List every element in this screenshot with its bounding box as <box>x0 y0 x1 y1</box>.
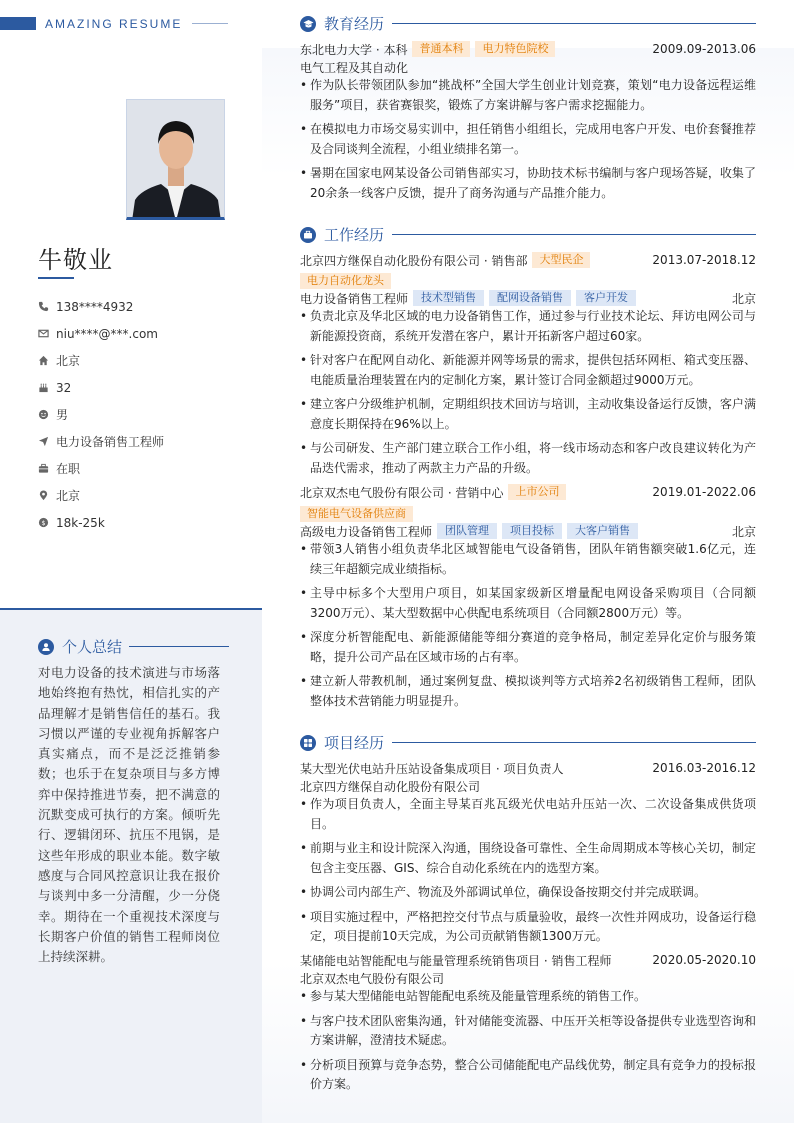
work-title: 工作经历 <box>324 226 385 244</box>
info-phone-text: 138****4932 <box>56 299 134 314</box>
summary-section <box>0 608 262 1123</box>
work-divider <box>392 234 756 235</box>
role-tag: 项目投标 <box>502 523 562 539</box>
education-major: 电气工程及其自动化 <box>300 60 409 75</box>
profile-photo <box>126 99 225 220</box>
info-age <box>38 374 248 401</box>
education-tag: 普通本科 <box>412 41 470 57</box>
project-org-row <box>300 777 756 795</box>
list-item: • 作为项目负责人，全面主导某百兆瓦级光伏电站升压站一次、二次设备集成供货项目。 <box>300 795 756 834</box>
summary-text: 对电力设备的技术演进与市场落地始终抱有热忱，相信扎实的产品理解才是销售信任的基石。我习惯以严谨的专业视角拆解客户真实痛点，而不是泛泛推销参数；也乐于在复杂项目与多方博弈中保持推进节奏，把不满意的沉默变成可执行的方案。倾听先行、逻辑闭环、抗压不甩锅，是这些年形成的职业本能。数字敏感度与合同风控意识让我在报价与谈判中多一分清醒，少一分侥幸。期待在一个重视技术深度与长期客户价值的销售工程师岗位上持续深耕。 <box>38 665 220 965</box>
info-gender <box>38 401 248 428</box>
role-tag: 配网设备销售 <box>489 290 571 306</box>
list-item: • 负责北京及华北区域的电力设备销售工作，通过参与行业技术论坛、拜访电网公司与新能源投资商，系统开发潜在客户，累计开拓新客户超过60家。 <box>300 307 756 346</box>
info-location <box>38 482 248 509</box>
info-status <box>38 455 248 482</box>
job-dates: 2019.01-2022.06 <box>652 485 756 499</box>
phone-icon <box>38 301 49 312</box>
job-company: 北京四方继保自动化股份有限公司 · 销售部 <box>300 253 528 268</box>
education-major-row <box>300 58 756 76</box>
list-item: • 在模拟电力市场交易实训中，担任销售小组组长，完成用电客户开发、电价套餐推荐及合同谈判全流程，小组业绩排名第一。 <box>300 120 756 159</box>
job-role-row <box>300 289 756 307</box>
info-age-text: 32 <box>56 380 72 395</box>
job-bullets <box>300 307 756 483</box>
projects-header <box>300 732 756 753</box>
gender-icon <box>38 409 49 420</box>
list-item: • 项目实施过程中，严格把控交付节点与质量验收，最终一次性并网成功，设备运行稳定，项目提前10天完成，为公司贡献销售额1300万元。 <box>300 908 756 947</box>
company-tag: 大型民企 <box>532 252 590 268</box>
job-company-row <box>300 483 756 501</box>
role-tag: 客户开发 <box>576 290 636 306</box>
list-item: • 前期与业主和设计院深入沟通，围绕设备可靠性、全生命周期成本等核心关切，制定包含主变压器、GIS、综合自动化系统在内的选型方案。 <box>300 839 756 878</box>
brand-bar <box>0 17 36 30</box>
list-item: • 协调公司内部生产、物流及外部调试单位，确保设备按期交付并完成联调。 <box>300 883 756 903</box>
salary-icon <box>38 517 49 528</box>
project-org: 北京双杰电气股份有限公司 <box>300 971 445 986</box>
job-city: 北京 <box>731 291 756 306</box>
company-tag: 电力自动化龙头 <box>300 273 391 289</box>
list-item: • 建立新人带教机制，通过案例复盘、模拟谈判等方式培养2名初级销售工程师，团队整体技术营销能力明显提升。 <box>300 672 756 711</box>
project-org-row <box>300 969 756 987</box>
project-name-row <box>300 951 756 969</box>
info-location-text: 北京 <box>56 489 81 503</box>
list-item: • 建立客户分级维护机制，定期组织技术回访与培训，主动收集设备运行反馈，客户满意度长期保持在96%以上。 <box>300 395 756 434</box>
summary-header <box>38 636 229 657</box>
list-item: • 针对客户在配网自动化、新能源并网等场景的需求，提供包括环网柜、箱式变压器、电能质量治理装置在内的定制化方案，累计签订合同金额超过9000万元。 <box>300 351 756 390</box>
role-tag: 团队管理 <box>437 523 497 539</box>
job-company-tag-row <box>300 272 756 290</box>
project-bullets <box>300 987 756 1100</box>
location-pin-icon <box>38 490 49 501</box>
job-role: 高级电力设备销售工程师 <box>300 524 433 539</box>
svg-text:$: $ <box>41 518 46 527</box>
mail-icon <box>38 328 49 339</box>
list-item: • 分析项目预算与竞争态势，整合公司储能配电产品线优势，制定具有竞争力的投标报价方案。 <box>300 1056 756 1095</box>
user-icon <box>38 639 54 655</box>
briefcase-icon <box>38 463 49 474</box>
brand-header <box>0 17 228 30</box>
job-company-tag-row <box>300 505 756 523</box>
education-school-row <box>300 40 756 58</box>
brand-divider <box>192 23 228 24</box>
job-dates: 2013.07-2018.12 <box>652 253 756 267</box>
job-role-row <box>300 522 756 540</box>
education-bullets <box>300 76 756 208</box>
summary-title: 个人总结 <box>62 638 123 656</box>
work-header <box>300 224 756 245</box>
projects-title: 项目经历 <box>324 734 385 752</box>
info-email <box>38 320 248 347</box>
project-bullets <box>300 795 756 952</box>
projects-divider <box>392 742 756 743</box>
list-item: • 暑期在国家电网某设备公司销售部实习，协助技术标书编制与客户现场答疑，收集了20余条一线客户反馈，提升了商务沟通与产品推介能力。 <box>300 164 756 203</box>
info-status-text: 在职 <box>56 462 81 476</box>
job-city: 北京 <box>731 524 756 539</box>
job-bullets <box>300 540 756 716</box>
education-tag: 电力特色院校 <box>475 41 555 57</box>
grid-icon <box>300 735 316 751</box>
info-home-text: 北京 <box>56 354 81 368</box>
company-tag: 智能电气设备供应商 <box>300 506 413 522</box>
info-home <box>38 347 248 374</box>
info-phone <box>38 293 248 320</box>
education-dates: 2009.09-2013.06 <box>652 42 756 56</box>
profile-name: 牛敬业 <box>38 246 113 274</box>
sidebar <box>0 0 262 1123</box>
info-salary <box>38 509 248 536</box>
summary-divider <box>129 646 229 647</box>
contact-info <box>38 293 248 536</box>
education-title: 教育经历 <box>324 15 385 33</box>
project-dates: 2016.03-2016.12 <box>652 761 756 775</box>
role-tag: 技术型销售 <box>413 290 484 306</box>
cake-icon <box>38 382 49 393</box>
info-salary-text: 18k-25k <box>56 515 105 530</box>
company-tag: 上市公司 <box>508 484 566 500</box>
send-icon <box>38 436 49 447</box>
home-icon <box>38 355 49 366</box>
briefcase-icon <box>300 227 316 243</box>
project-name: 某大型光伏电站升压站设备集成项目 · 项目负责人 <box>300 761 564 776</box>
info-position-text: 电力设备销售工程师 <box>56 435 165 449</box>
info-email-text: niu****@***.com <box>56 326 158 341</box>
job-company: 北京双杰电气股份有限公司 · 营销中心 <box>300 485 504 500</box>
name-underline <box>38 277 74 279</box>
education-header <box>300 13 756 34</box>
info-gender-text: 男 <box>56 408 69 422</box>
graduation-cap-icon <box>300 16 316 32</box>
list-item: • 参与某大型储能电站智能配电系统及能量管理系统的销售工作。 <box>300 987 756 1007</box>
list-item: • 主导中标多个大型用户项目，如某国家级新区增量配电网设备采购项目（合同额3200万元）、某大型数据中心供配电系统项目（合同额2800万元）等。 <box>300 584 756 623</box>
project-name-row <box>300 759 756 777</box>
job-role: 电力设备销售工程师 <box>300 291 409 306</box>
education-school: 东北电力大学 · 本科 <box>300 42 408 57</box>
list-item: • 深度分析智能配电、新能源储能等细分赛道的竞争格局，制定差异化定价与服务策略，提升公司产品在区域市场的占有率。 <box>300 628 756 667</box>
list-item: • 作为队长带领团队参加“挑战杯”全国大学生创业计划竞赛，策划“电力设备远程运维服务”项目，获省赛银奖，锻炼了方案讲解与客户需求挖掘能力。 <box>300 76 756 115</box>
list-item: • 带领3人销售小组负责华北区域智能电气设备销售，团队年销售额突破1.6亿元，连续三年超额完成业绩指标。 <box>300 540 756 579</box>
job-company-row <box>300 251 756 269</box>
role-tag: 大客户销售 <box>567 523 638 539</box>
project-org: 北京四方继保自动化股份有限公司 <box>300 779 481 794</box>
brand-title: AMAZING RESUME <box>45 16 183 31</box>
education-divider <box>392 23 756 24</box>
list-item: • 与公司研发、生产部门建立联合工作小组，将一线市场动态和客户改良建议转化为产品迭代需求，推动了两款主力产品的升级。 <box>300 439 756 478</box>
info-position <box>38 428 248 455</box>
project-dates: 2020.05-2020.10 <box>652 953 756 967</box>
list-item: • 与客户技术团队密集沟通，针对储能变流器、中压开关柜等设备提供专业选型咨询和方案讲解，澄清技术疑虑。 <box>300 1012 756 1051</box>
project-name: 某储能电站智能配电与能量管理系统销售项目 · 销售工程师 <box>300 953 612 968</box>
